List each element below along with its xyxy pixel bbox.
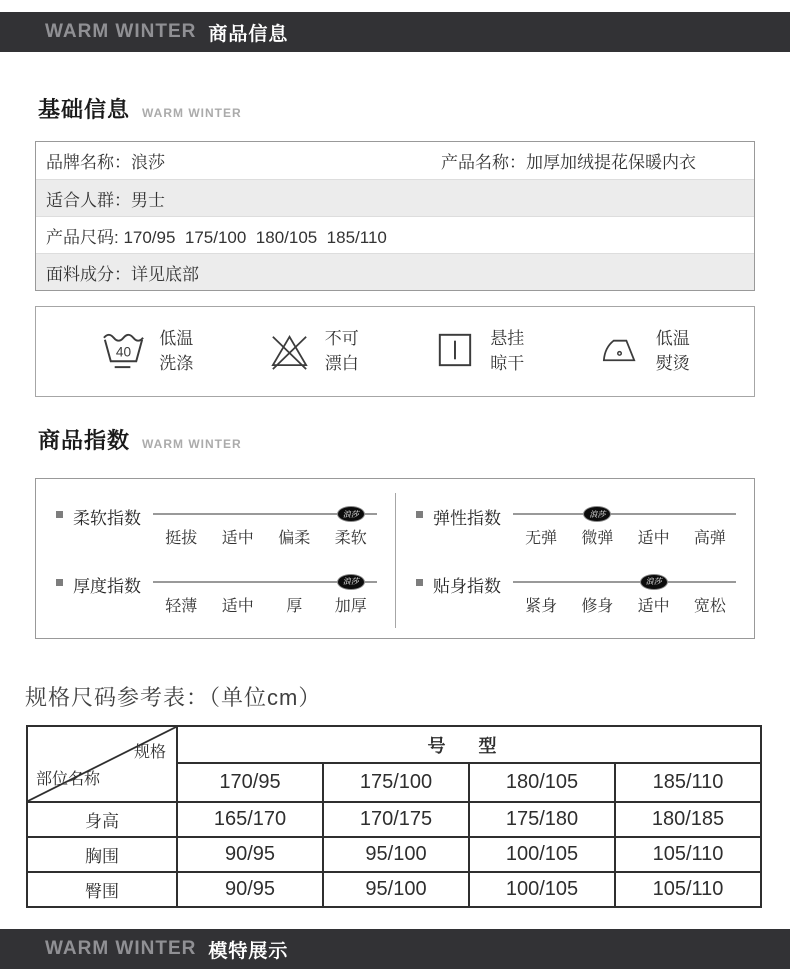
slider-ticks: 轻薄 适中 厚 加厚 bbox=[165, 597, 367, 615]
index-label: 贴身指数 bbox=[433, 576, 501, 596]
column-header: 180/105 bbox=[469, 763, 615, 802]
square-bullet-icon bbox=[416, 579, 423, 586]
index-fit bbox=[395, 561, 754, 629]
index-slider bbox=[513, 503, 738, 555]
product-name-cell: 产品名称：加厚加绒提花保暖内衣 bbox=[441, 153, 696, 172]
basic-info-section-title bbox=[38, 93, 790, 124]
brand-logo-marker-icon: 浪莎 bbox=[583, 506, 611, 522]
slider-ticks: 紧身 修身 适中 宽松 bbox=[525, 597, 726, 615]
hang-dry-icon bbox=[431, 326, 478, 378]
table-row bbox=[27, 872, 761, 907]
care-item-iron bbox=[597, 326, 690, 378]
page-title: 商品信息 bbox=[208, 23, 289, 45]
table-cell: 180/185 bbox=[615, 802, 761, 837]
square-bullet-icon bbox=[56, 579, 63, 586]
care-label: 悬挂 晾干 bbox=[490, 328, 525, 373]
index-slider bbox=[513, 571, 738, 623]
table-cell: 90/95 bbox=[177, 872, 323, 907]
table-cell: 100/105 bbox=[469, 872, 615, 907]
table-cell: 95/100 bbox=[323, 872, 469, 907]
index-label: 厚度指数 bbox=[73, 576, 141, 596]
basic-info-table bbox=[35, 141, 755, 291]
row-label-chest: 胸围 bbox=[27, 837, 177, 872]
square-bullet-icon bbox=[56, 511, 63, 518]
product-index-box bbox=[35, 478, 755, 639]
column-header: 185/110 bbox=[615, 763, 761, 802]
slider-line bbox=[513, 513, 736, 515]
table-cell: 175/180 bbox=[469, 802, 615, 837]
table-row bbox=[36, 179, 754, 216]
table-row bbox=[36, 142, 754, 179]
wash-40-low-temp-icon bbox=[100, 326, 147, 378]
corner-label-spec: 规格 bbox=[133, 744, 166, 761]
slider-line bbox=[513, 581, 736, 583]
index-softness bbox=[36, 493, 395, 561]
slider-ticks: 无弹 微弹 适中 高弹 bbox=[525, 530, 726, 547]
top-brand-bar bbox=[0, 12, 790, 52]
section-subtitle-text: WARM WINTER bbox=[142, 106, 242, 120]
table-row bbox=[27, 726, 761, 763]
product-index-section-title bbox=[38, 424, 790, 455]
table-row bbox=[36, 253, 754, 290]
brand-logo-marker-icon: 浪莎 bbox=[337, 574, 365, 590]
care-label: 低温 洗涤 bbox=[159, 328, 194, 373]
brand-logo-marker-icon: 浪莎 bbox=[640, 574, 668, 590]
product-sizes-cell: 产品尺码: 170/95 175/100 180/105 185/110 bbox=[46, 227, 387, 247]
row-label-hip: 臀围 bbox=[27, 872, 177, 907]
table-cell: 170/175 bbox=[323, 802, 469, 837]
section-title-text: 商品指数 bbox=[38, 428, 131, 453]
bottom-brand-bar bbox=[0, 929, 790, 969]
index-label: 弹性指数 bbox=[433, 509, 501, 528]
table-cell: 105/110 bbox=[615, 837, 761, 872]
table-cell: 105/110 bbox=[615, 872, 761, 907]
table-row bbox=[36, 216, 754, 253]
care-label: 低温 熨烫 bbox=[655, 328, 690, 373]
no-bleach-icon bbox=[266, 326, 313, 378]
table-cell: 90/95 bbox=[177, 837, 323, 872]
brand-name: WARM WINTER bbox=[45, 21, 197, 42]
brand-name: WARM WINTER bbox=[45, 938, 197, 959]
square-bullet-icon bbox=[416, 511, 423, 518]
index-slider bbox=[153, 571, 379, 623]
care-label: 不可 漂白 bbox=[324, 328, 359, 373]
brand-name-cell: 品牌名称：浪莎 bbox=[46, 153, 165, 172]
index-slider bbox=[153, 503, 379, 555]
table-cell: 95/100 bbox=[323, 837, 469, 872]
corner-label-part: 部位名称 bbox=[36, 771, 101, 788]
index-label: 柔软指数 bbox=[73, 509, 141, 528]
index-thickness bbox=[36, 561, 395, 629]
table-cell: 100/105 bbox=[469, 837, 615, 872]
table-cell: 165/170 bbox=[177, 802, 323, 837]
table-row bbox=[27, 837, 761, 872]
section-title-text: 基础信息 bbox=[38, 97, 131, 122]
care-symbols-box bbox=[35, 306, 755, 397]
svg-text:40: 40 bbox=[116, 343, 132, 359]
fabric-composition-cell: 面料成分：详见底部 bbox=[46, 264, 199, 284]
iron-low-temp-icon bbox=[597, 326, 644, 378]
brand-logo-marker-icon: 浪莎 bbox=[337, 506, 365, 522]
column-header: 170/95 bbox=[177, 763, 323, 802]
slider-ticks: 挺拔 适中 偏柔 柔软 bbox=[165, 530, 367, 547]
care-item-dry bbox=[431, 326, 524, 378]
care-item-wash bbox=[100, 326, 193, 378]
target-group-cell: 适合人群：男士 bbox=[46, 190, 165, 210]
size-chart-table bbox=[26, 725, 762, 908]
row-label-height: 身高 bbox=[27, 802, 177, 837]
table-row bbox=[27, 802, 761, 837]
size-type-header: 号 型 bbox=[177, 726, 761, 763]
column-header: 175/100 bbox=[323, 763, 469, 802]
care-item-bleach bbox=[266, 326, 359, 378]
size-chart-heading: 规格尺码参考表：（单位cm） bbox=[25, 685, 322, 710]
footer-title: 模特展示 bbox=[208, 940, 289, 962]
section-subtitle-text: WARM WINTER bbox=[142, 437, 242, 451]
index-elasticity bbox=[395, 493, 754, 561]
corner-header-cell bbox=[27, 726, 177, 802]
